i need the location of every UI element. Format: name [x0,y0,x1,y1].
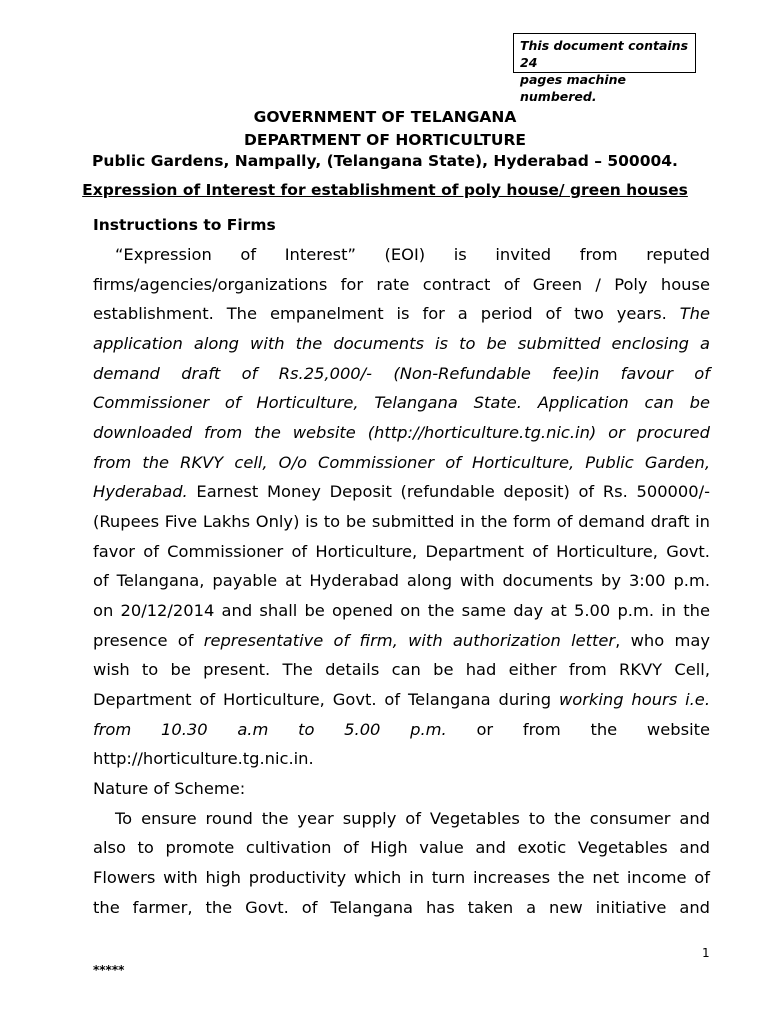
paragraph-line: To ensure round the year supply of Vegetables to the consumer and [115,809,710,828]
department-heading: DEPARTMENT OF HORTICULTURE [244,131,526,149]
line-text: , who may [615,631,710,650]
document-page-count-notice [513,33,696,104]
website-link-text: http://horticulture.tg.nic.in. [93,749,314,768]
paragraph-line: of Telangana, payable at Hyderabad along with documents by 3:00 p.m. [93,571,710,590]
line-text-italic: working hours i.e. [558,690,710,709]
paragraph-line: the farmer, the Govt. of Telangana has taken a new initiative and [93,898,710,917]
line-text: or from the website [476,720,710,739]
paragraph-line [93,303,710,325]
scheme-heading: Nature of Scheme: [93,779,246,798]
paragraph-line: downloaded from the website (http://horticulture.tg.nic.in) or procured [93,423,710,442]
paragraph-line: from the RKVY cell, O/o Commissioner of Horticulture, Public Garden, [93,453,710,472]
paragraph-line [93,630,710,652]
paragraph-line [93,481,710,503]
notice-line-1: This document contains 24 [520,38,689,70]
paragraph-line: demand draft of Rs.25,000/- (Non-Refundable fee)in favour of [93,364,710,383]
line-text: Department of Horticulture, Govt. of Telangana during [93,690,552,709]
paragraph-line: firms/agencies/organizations for rate contract of Green / Poly house [93,275,710,294]
paragraph-line: Flowers with high productivity which in turn increases the net income of [93,868,710,887]
paragraph-line: also to promote cultivation of High value and exotic Vegetables and [93,838,710,857]
paragraph-line: Commissioner of Horticulture, Telangana State. Application can be [93,393,710,412]
line-text-italic: Hyderabad. [93,482,188,501]
paragraph-line: “Expression of Interest” (EOI) is invited from reputed [115,245,710,264]
instructions-heading: Instructions to Firms [93,216,276,234]
page-number: 1 [702,946,710,960]
paragraph-line [93,689,710,711]
line-text-italic: from 10.30 a.m to 5.00 p.m. [93,720,447,739]
notice-line-2: pages machine numbered. [520,72,627,104]
footer-stars: ***** [93,963,125,977]
line-text: Earnest Money Deposit (refundable deposit) of Rs. 500000/- [196,482,710,501]
line-text-italic: The [679,304,710,323]
paragraph-line [93,719,710,741]
paragraph-line: application along with the documents is to be submitted enclosing a [93,334,710,353]
paragraph-line: favor of Commissioner of Horticulture, Department of Horticulture, Govt. [93,542,710,561]
government-heading: GOVERNMENT OF TELANGANA [253,108,517,126]
line-text-italic: representative of firm, with authorization letter [203,631,616,650]
paragraph-line: (Rupees Five Lakhs Only) is to be submitted in the form of demand draft in [93,512,710,531]
line-text: establishment. The empanelment is for a period of two years. [93,304,667,323]
address-heading: Public Gardens, Nampally, (Telangana State), Hyderabad – 500004. [92,152,678,170]
line-text: presence of [93,631,194,650]
paragraph-line: wish to be present. The details can be had either from RKVY Cell, [93,660,710,679]
document-title: Expression of Interest for establishment of poly house/ green houses [82,181,688,199]
paragraph-line: on 20/12/2014 and shall be opened on the same day at 5.00 p.m. in the [93,601,710,620]
